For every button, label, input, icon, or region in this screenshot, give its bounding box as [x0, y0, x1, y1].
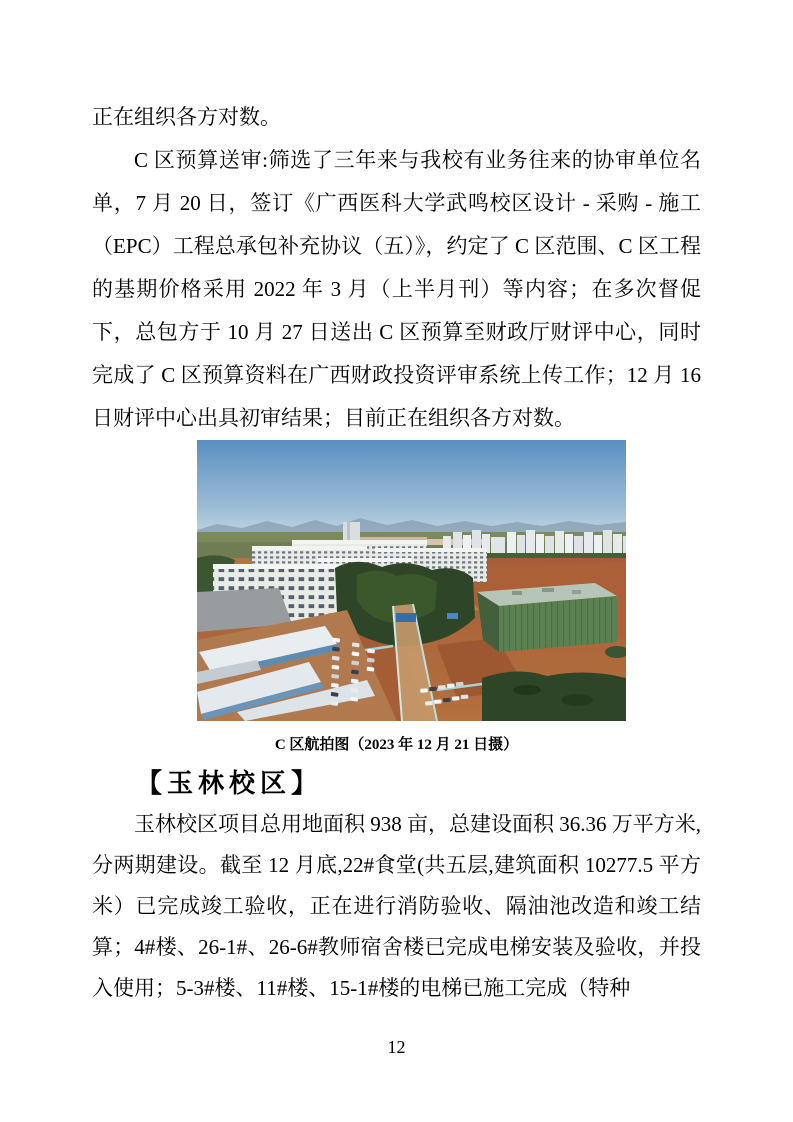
aerial-photo-illustration: [197, 440, 626, 721]
page-number: 12: [387, 1037, 406, 1057]
page-content: [92, 96, 701, 1009]
section-heading-yulin: 【玉林校区】: [136, 769, 323, 798]
photo-sky: [197, 440, 626, 545]
figure-c-area: [92, 440, 701, 755]
photo-construction-building: [477, 583, 617, 652]
paragraph-continuation: 正在组织各方对数。: [92, 105, 281, 129]
photo-caption: C 区航拍图（2023 年 12 月 21 日摄）: [274, 737, 519, 753]
paragraph-yulin: 玉林校区项目总用地面积 938 亩，总建设面积 36.36 万平方米,分两期建设。截至 12 月底,22#食堂(共五层,建筑面积 10277.5 平方米）已完成竣工验收，正在进行消防验收、隔油池改造和竣工结算；4#楼、26-1#、26-6#教师宿舍楼已完成电梯安装及验收，并投入使用；5-3#楼、11#楼、15-1#楼的电梯已施工完成（特种: [92, 812, 701, 1000]
aerial-photo: [197, 440, 626, 721]
photo-lone-tower: [343, 522, 360, 543]
paragraph-c-budget: C 区预算送审:筛选了三年来与我校有业务往来的协审单位名单，7 月 20 日，签订《广西医科大学武鸣校区设计 - 采购 - 施工（EPC）工程总承包补充协议（五）》，约定了 C 区范围、C 区工程的基期价格采用 2022 年 3 月（上半月刊）等内容；在多次督促下，总包方于 10 月 27 日送出 C 区预算至财政厅财评中心，同时完成了 C 区预算资料在广西财政投资评审系统上传工作；12 月 16 日财评中心出具初审结果；目前正在组织各方对数。: [92, 148, 701, 430]
